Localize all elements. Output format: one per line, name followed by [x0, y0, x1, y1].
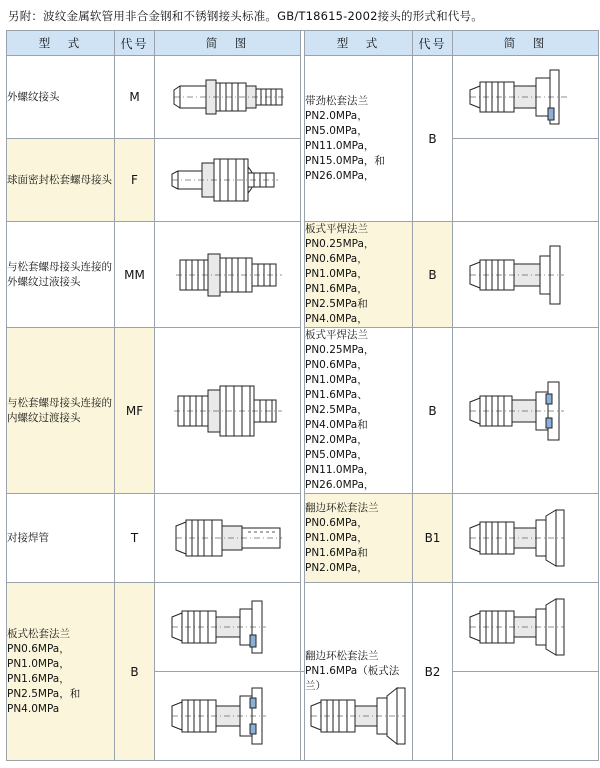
header-code-right: 代号 — [413, 31, 453, 56]
left-row-3-code: MF — [115, 328, 155, 494]
right-row-3-name: 翻边环松套法兰 PN0.6MPa，PN1.0MPa，PN1.6MPa和PN2.0MPa， — [305, 494, 413, 583]
right-row-1-code: B — [413, 222, 453, 328]
right-row-4-code: B2 — [413, 583, 453, 761]
header-figure-right: 简 图 — [453, 31, 599, 56]
page-caption: 另附：波纹金属软管用非合金钢和不锈钢接头标准。GB/T18615-2002接头的形式和代号。 — [8, 9, 483, 23]
plate-weld-flange-2-diagram — [453, 372, 598, 450]
left-row-3-name: 与松套螺母接头连接的内螺纹过渡接头 — [7, 328, 115, 494]
left-row-2-code: MM — [115, 222, 155, 328]
right-row-1-name: 板式平焊法兰 PN0.25MPa，PN0.6MPa，PN1.0MPa，PN1.6MPa，PN2.5MPa和PN4.0MPa， — [305, 222, 413, 328]
plate-loose-flange-diagram — [155, 680, 300, 752]
left-row-5-figure-b — [155, 672, 301, 761]
plate-weld-flange-diagram — [453, 238, 598, 312]
butt-weld-pipe-diagram — [155, 502, 300, 574]
left-row-2-name: 与松套螺母接头连接的外螺纹过液接头 — [7, 222, 115, 328]
header-figure-left: 简 图 — [155, 31, 301, 56]
right-row-0-code: B — [413, 56, 453, 222]
lap-joint-flange-2-diagram — [453, 591, 598, 663]
left-row-0-figure — [155, 56, 301, 139]
spherical-seal-union-nut-diagram — [155, 147, 300, 213]
fittings-table — [6, 30, 599, 761]
header-code-left: 代号 — [115, 31, 155, 56]
left-row-5-name: 板式松套法兰 PN0.6MPa，PN1.0MPa，PN1.6MPa，PN2.5MPa，和PN4.0MPa — [7, 583, 115, 761]
right-row-0-figure — [453, 56, 599, 139]
ribbed-loose-flange-diagram — [453, 64, 598, 130]
right-row-1-figure — [453, 222, 599, 328]
left-row-0-code: M — [115, 56, 155, 139]
right-row-4-name: 翻边环松套法兰 PN1.6MPa（板式法兰） — [305, 583, 413, 761]
female-transition-fitting-diagram — [155, 372, 300, 450]
lap-joint-flange-2-diagram — [301, 680, 304, 752]
right-row-2-figure — [453, 328, 599, 494]
lap-joint-flange-diagram — [453, 502, 598, 574]
left-row-5-code: B — [115, 583, 155, 761]
header-type-left: 型 式 — [7, 31, 115, 56]
header-type-right: 型 式 — [305, 31, 413, 56]
left-row-3-figure — [155, 328, 301, 494]
left-row-5-figure-a — [155, 583, 301, 672]
male-transition-fitting-diagram — [155, 238, 300, 312]
right-row-4-figure-b — [301, 672, 305, 761]
right-row-0-name: 带劲松套法兰 PN2.0MPa，PN5.0MPa，PN11.0MPa，PN15.0MPa，和PN26.0MPa， — [305, 56, 413, 222]
right-row-4-figure-a — [453, 583, 599, 672]
left-row-1-figure — [155, 139, 301, 222]
right-row-2-code: B — [413, 328, 453, 494]
left-row-4-code: T — [115, 494, 155, 583]
left-row-0-name: 外螺纹接头 — [7, 56, 115, 139]
table-row — [7, 56, 599, 139]
right-row-3-figure — [453, 494, 599, 583]
table-header-row — [7, 31, 599, 56]
right-row-2-name: 板式平焊法兰 PN0.25MPa，PN0.6MPa，PN1.0MPa，PN1.6MPa、PN2.5MPa，PN4.0MPa和PN2.0MPa，PN5.0MPa，PN11.0MPa，PN26.0MPa， — [305, 328, 413, 494]
left-row-1-code: F — [115, 139, 155, 222]
left-row-1-name: 球面密封松套螺母接头 — [7, 139, 115, 222]
plate-loose-flange-diagram — [155, 591, 300, 663]
left-row-4-name: 对接焊管 — [7, 494, 115, 583]
left-row-2-figure — [155, 222, 301, 328]
left-row-4-figure — [155, 494, 301, 583]
right-row-3-code: B1 — [413, 494, 453, 583]
male-thread-fitting-diagram — [155, 64, 300, 130]
